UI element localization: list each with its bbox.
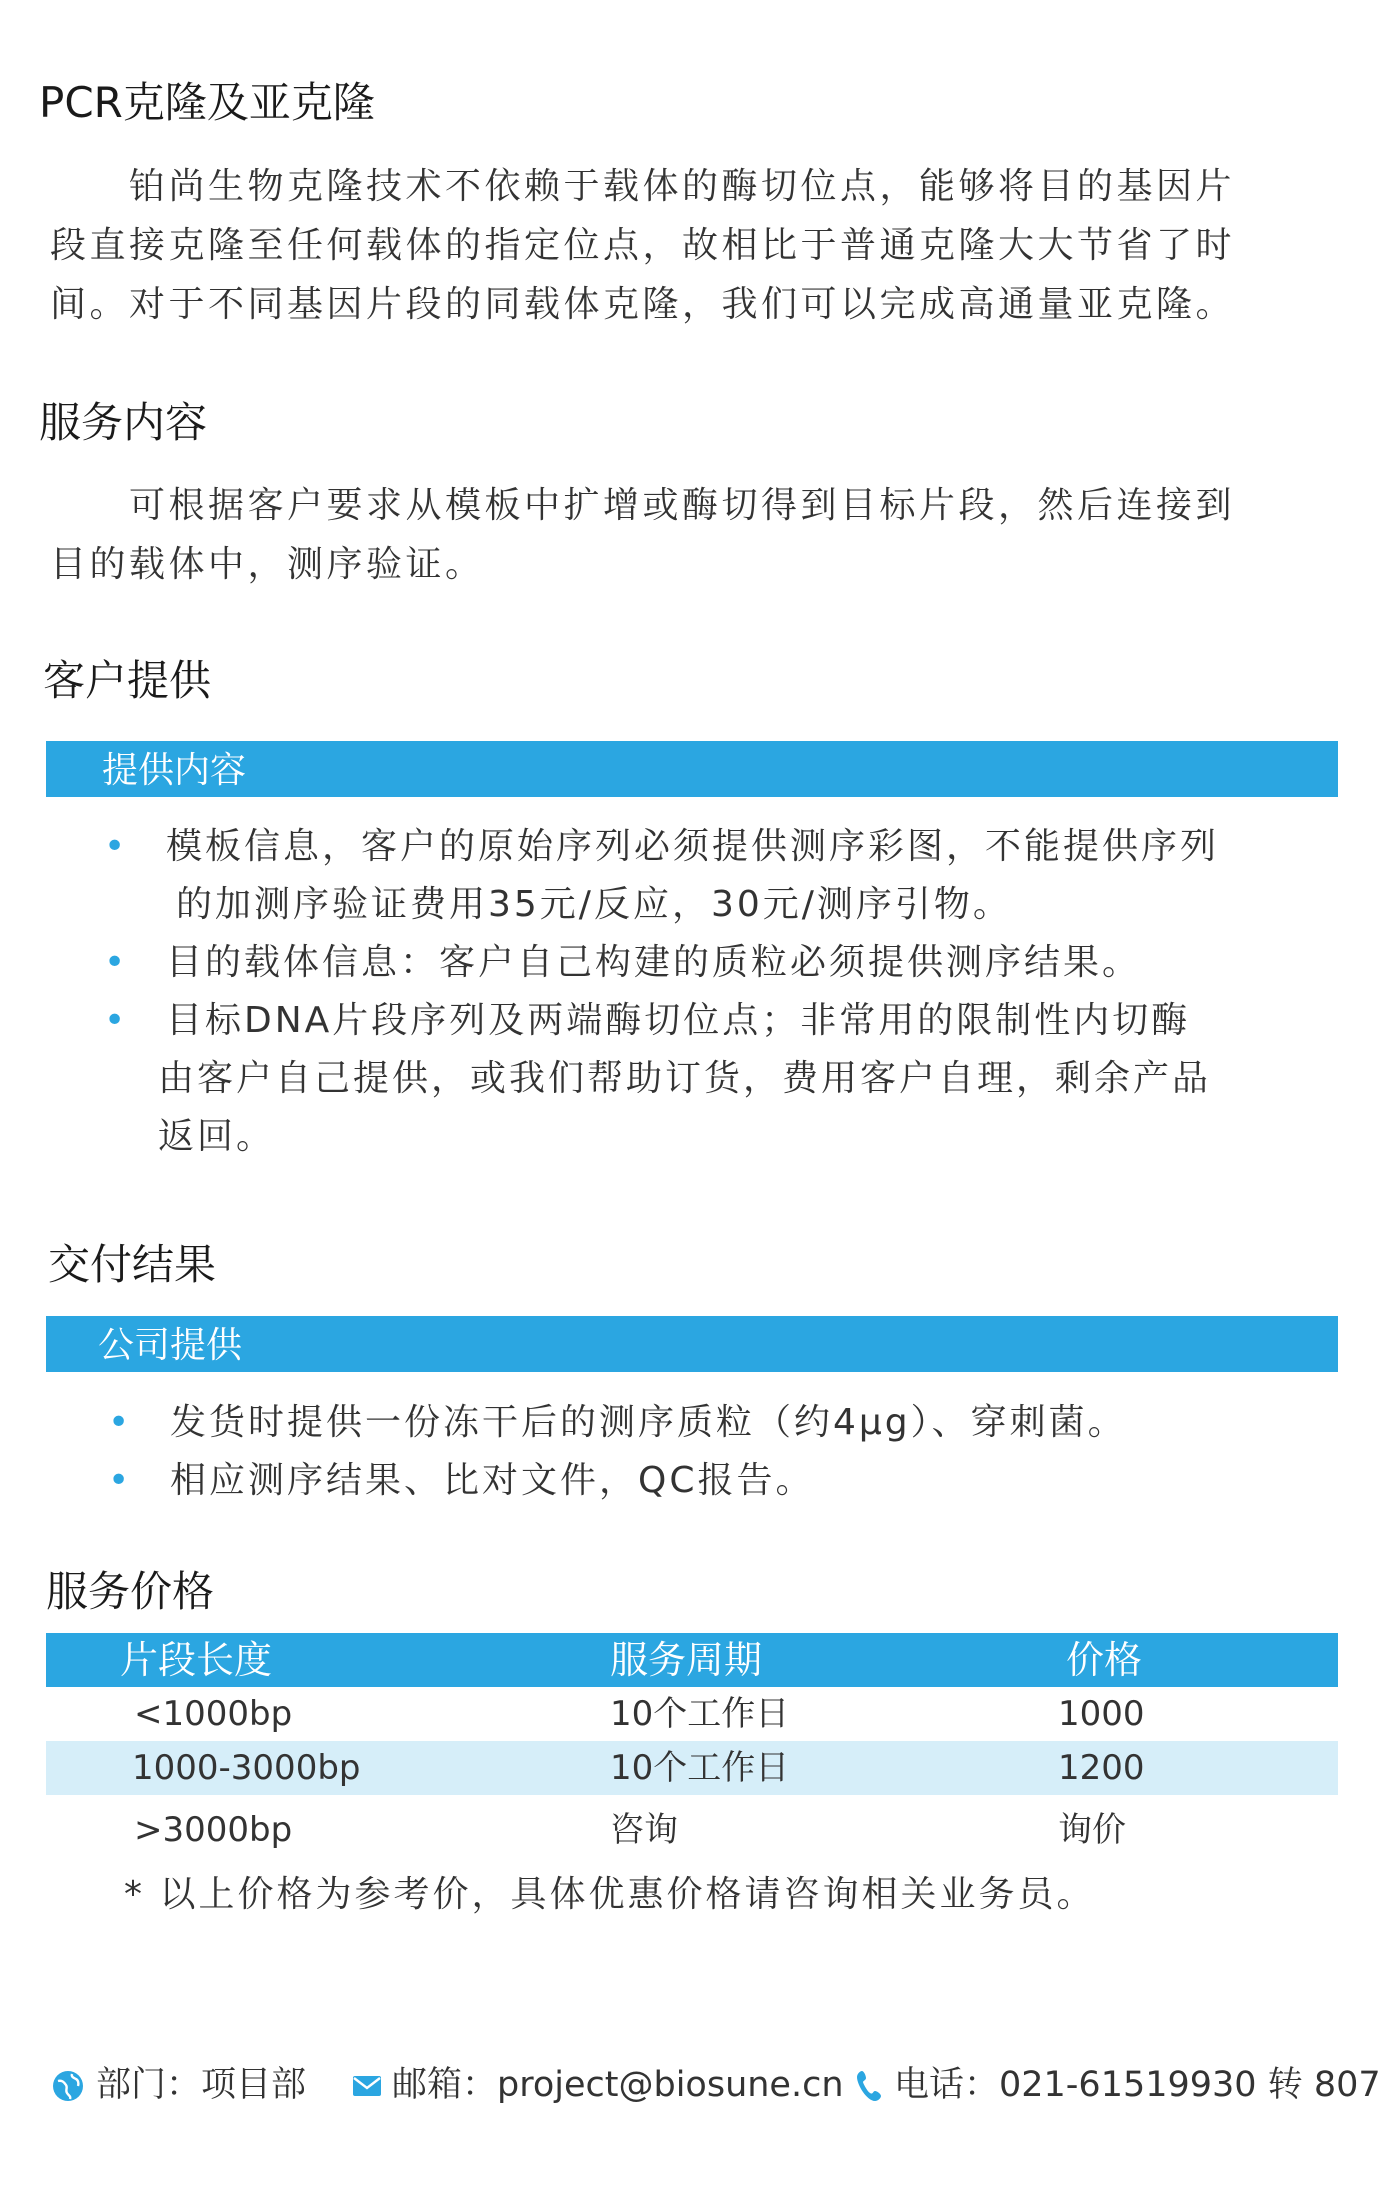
table-cell: 1000 — [1058, 1694, 1145, 1734]
table-row — [46, 1687, 1338, 1741]
list-item: • 相应测序结果、比对文件，QC报告。 — [108, 1452, 1344, 1510]
service-paragraph — [50, 476, 1235, 594]
globe-icon — [50, 2068, 86, 2104]
column-header: 片段长度 — [120, 1638, 273, 1682]
paragraph-line: 段直接克隆至任何载体的指定位点，故相比于普通克隆大大节省了时 — [50, 225, 1236, 266]
bullet-dot-icon: • — [108, 1402, 133, 1443]
table-cell: <1000bp — [134, 1694, 293, 1734]
bullet-dot-icon: • — [104, 826, 129, 867]
paragraph-line: 目的载体中，测序验证。 — [50, 544, 485, 585]
table-cell: >3000bp — [134, 1810, 293, 1850]
paragraph-line: 间。对于不同基因片段的同载体克隆，我们可以完成高通量亚克隆。 — [50, 284, 1236, 325]
section-title-delivery: 交付结果 — [48, 1240, 217, 1289]
list-item: • 模板信息，客户的原始序列必须提供测序彩图，不能提供序列 的加测序验证费用35元/反应，30元/测序引物。 — [104, 818, 1344, 934]
table-cell: 1200 — [1058, 1748, 1145, 1788]
table-header — [46, 1633, 1338, 1687]
phone-icon — [856, 2069, 884, 2103]
delivery-bullet-list — [108, 1394, 1344, 1510]
list-item: • 目的载体信息：客户自己构建的质粒必须提供测序结果。 — [104, 934, 1344, 992]
table-cell: 10个工作日 — [610, 1694, 790, 1734]
price-table — [46, 1633, 1338, 1857]
list-item: • 发货时提供一份冻干后的测序质粒（约4μg）、穿刺菌。 — [108, 1394, 1344, 1452]
section-title-service: 服务内容 — [39, 398, 208, 447]
table-row — [46, 1741, 1338, 1795]
footer-phone[interactable]: 电话：021-61519930 转 807 — [856, 2058, 1381, 2112]
delivery-bar: 公司提供 — [46, 1316, 1338, 1372]
footer-email[interactable]: 邮箱：project@biosune.cn — [352, 2058, 844, 2112]
column-header: 服务周期 — [610, 1638, 763, 1682]
list-item: • 目标DNA片段序列及两端酶切位点；非常用的限制性内切酶 由客户自己提供，或我们帮助订货，费用客户自理，剩余产品 返回。 — [104, 992, 1344, 1166]
customer-bullet-list — [104, 818, 1344, 1166]
price-note: * 以上价格为参考价，具体优惠价格请咨询相关业务员。 — [124, 1874, 1096, 1915]
column-header: 价格 — [1066, 1638, 1143, 1682]
section-title-price: 服务价格 — [46, 1567, 215, 1616]
mail-icon — [352, 2074, 382, 2098]
paragraph-line: 可根据客户要求从模板中扩增或酶切得到目标片段，然后连接到 — [50, 485, 1236, 526]
footer-department: 部门：项目部 — [50, 2058, 306, 2112]
bullet-dot-icon: • — [104, 1000, 129, 1041]
table-row — [46, 1795, 1338, 1857]
table-cell: 1000-3000bp — [132, 1748, 361, 1788]
pcr-paragraph — [50, 157, 1235, 334]
bullet-dot-icon: • — [104, 942, 129, 983]
section-title-pcr: PCR克隆及亚克隆 — [39, 78, 375, 127]
bullet-dot-icon: • — [108, 1460, 133, 1501]
table-cell: 询价 — [1058, 1810, 1126, 1850]
section-title-customer: 客户提供 — [43, 656, 212, 705]
table-cell: 10个工作日 — [610, 1748, 790, 1788]
paragraph-line: 铂尚生物克隆技术不依赖于载体的酶切位点，能够将目的基因片 — [50, 166, 1236, 207]
customer-bar: 提供内容 — [46, 741, 1338, 797]
table-cell: 咨询 — [610, 1810, 678, 1850]
